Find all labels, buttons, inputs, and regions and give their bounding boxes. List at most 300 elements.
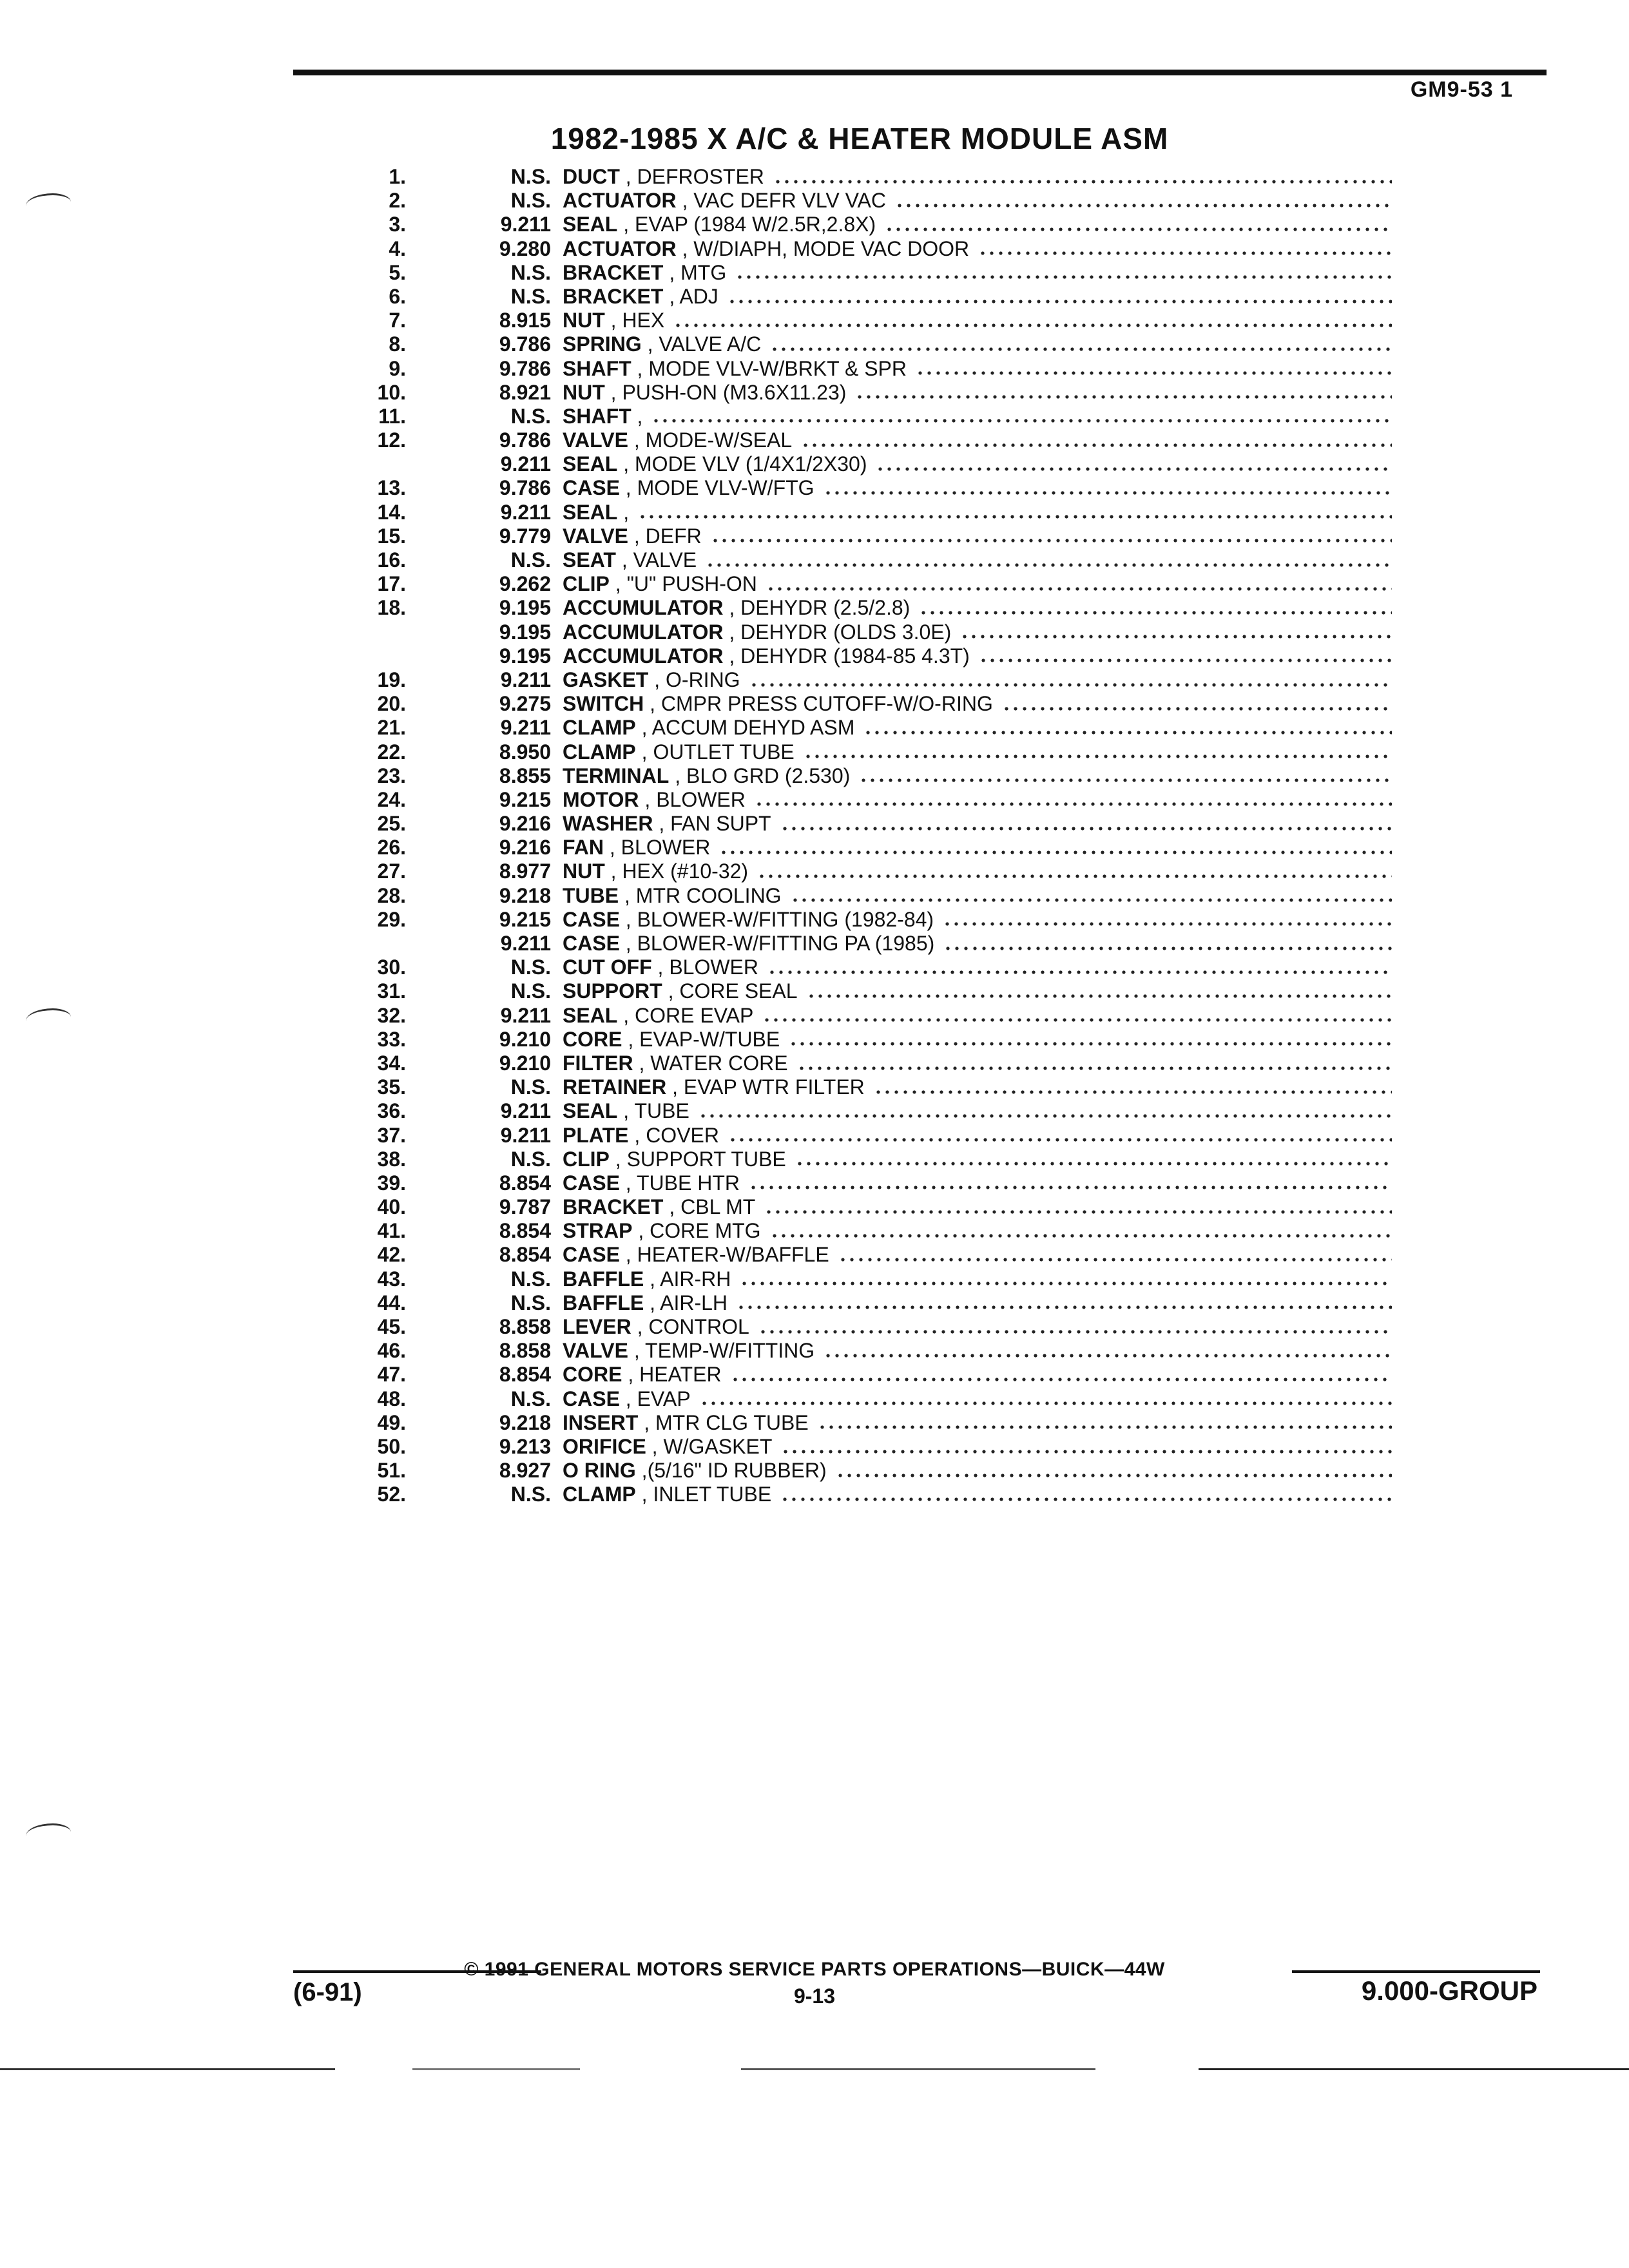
dot-leader <box>978 249 1392 258</box>
part-row <box>348 1315 1392 1339</box>
part-description <box>551 1435 772 1459</box>
group-number: 8.950 <box>499 740 551 764</box>
part-name: SEAL <box>563 500 618 524</box>
ref-number: 24. <box>377 787 406 811</box>
part-detail: , CMPR PRESS CUTOFF-W/O-RING <box>650 692 993 716</box>
dot-leader <box>758 1327 1392 1336</box>
part-description <box>551 381 846 405</box>
part-detail: , HEATER <box>628 1363 722 1387</box>
dot-leader <box>943 944 1392 953</box>
ref-number: 3. <box>389 213 406 236</box>
ref-number: 8. <box>389 332 406 356</box>
part-detail: , CORE MTG <box>638 1219 761 1243</box>
part-name: FAN <box>563 836 604 860</box>
part-name: INSERT <box>563 1410 639 1434</box>
part-description <box>551 237 969 261</box>
part-detail: , VAC DEFR VLV VAC <box>682 189 886 213</box>
part-row <box>348 1028 1392 1052</box>
part-row <box>348 572 1392 596</box>
dot-leader <box>824 488 1392 497</box>
part-row <box>348 1435 1392 1459</box>
part-name: SEAL <box>563 213 618 236</box>
part-description <box>551 979 798 1003</box>
part-row <box>348 596 1392 620</box>
part-description <box>551 668 740 692</box>
group-number: 9.211 <box>500 1003 551 1027</box>
group-number: 9.786 <box>499 428 551 452</box>
part-description <box>551 788 746 812</box>
part-description <box>551 860 748 883</box>
part-name: VALVE <box>563 428 628 452</box>
part-name: O RING <box>563 1459 636 1483</box>
part-detail: , EVAP (1984 W/2.5R,2.8X) <box>623 213 876 236</box>
ref-number: 1. <box>389 165 406 188</box>
group-number: N.S. <box>510 189 551 213</box>
dot-leader <box>735 273 1392 282</box>
dot-leader <box>960 632 1392 641</box>
ref-number: 4. <box>389 236 406 260</box>
part-row <box>348 1267 1392 1291</box>
group-number: 9.215 <box>499 787 551 811</box>
part-row <box>348 1339 1392 1363</box>
part-detail: , MTG <box>669 260 727 284</box>
group-number: 9.210 <box>499 1027 551 1051</box>
part-detail: , EVAP <box>625 1387 691 1410</box>
part-description <box>551 740 795 764</box>
group-number: 9.211 <box>500 500 551 524</box>
part-detail: , O-RING <box>654 668 740 691</box>
part-detail: , W/DIAPH, MODE VAC DOOR <box>682 236 970 260</box>
part-description <box>551 1219 761 1243</box>
part-detail: , BLOWER <box>609 836 711 860</box>
dot-leader <box>797 1064 1392 1073</box>
part-row <box>348 979 1392 1003</box>
ref-number: 37. <box>377 1123 406 1147</box>
part-name: BRACKET <box>563 1195 664 1219</box>
dot-leader <box>781 1447 1392 1456</box>
dot-leader <box>838 1255 1392 1264</box>
part-description <box>551 956 758 979</box>
group-number: 8.854 <box>499 1363 551 1387</box>
part-detail: , AIR-LH <box>650 1291 728 1314</box>
part-detail: , AIR-RH <box>650 1267 731 1291</box>
part-row <box>348 764 1392 788</box>
part-row <box>348 1363 1392 1387</box>
ref-number: 32. <box>377 1003 406 1027</box>
dot-leader <box>728 1135 1392 1144</box>
part-name: SPRING <box>563 332 642 356</box>
part-detail: , OUTLET TUBE <box>641 740 795 764</box>
dot-leader <box>795 1159 1392 1168</box>
page-number: 9-13 <box>793 1984 836 2008</box>
part-detail: , TEMP-W/FITTING <box>633 1339 815 1363</box>
part-name: BRACKET <box>563 260 664 284</box>
group-number: 9.211 <box>500 452 551 476</box>
ref-number: 12. <box>377 428 406 452</box>
part-row <box>348 548 1392 572</box>
binding-mark <box>26 193 71 215</box>
part-name: ACTUATOR <box>563 189 677 213</box>
dot-leader <box>885 225 1392 234</box>
dot-leader <box>755 800 1392 809</box>
part-name: ORIFICE <box>563 1434 646 1458</box>
part-detail: , BLO GRD (2.530) <box>675 764 851 787</box>
part-row <box>348 1411 1392 1435</box>
dot-leader <box>874 1088 1392 1097</box>
dot-leader <box>757 872 1392 881</box>
ref-number: 51. <box>377 1459 406 1483</box>
group-number: N.S. <box>510 1075 551 1099</box>
group-number: 9.275 <box>499 692 551 716</box>
part-detail: , DEFROSTER <box>625 165 764 188</box>
dot-leader <box>818 1423 1392 1432</box>
part-detail: , MTR COOLING <box>624 883 782 907</box>
part-name: BAFFLE <box>563 1291 644 1314</box>
part-description <box>551 932 934 956</box>
part-name: SHAFT <box>563 404 631 428</box>
dot-leader <box>740 1279 1392 1288</box>
ref-number: 19. <box>377 668 406 691</box>
ref-number: 27. <box>377 860 406 883</box>
group-number: N.S. <box>510 1291 551 1314</box>
ref-number: 31. <box>377 979 406 1003</box>
part-name: ACCUMULATOR <box>563 620 724 644</box>
part-row <box>348 1195 1392 1219</box>
dot-leader <box>916 369 1392 378</box>
part-detail: , WATER CORE <box>639 1051 788 1075</box>
part-description <box>551 1004 753 1028</box>
part-name: ACTUATOR <box>563 236 677 260</box>
part-row <box>348 1099 1392 1123</box>
part-description <box>551 1315 749 1339</box>
ref-number: 28. <box>377 883 406 907</box>
part-detail: , EVAP WTR FILTER <box>672 1075 865 1099</box>
ref-number: 18. <box>377 596 406 620</box>
part-detail: , PUSH-ON (M3.6X11.23) <box>610 380 847 404</box>
part-description <box>551 1148 786 1171</box>
part-row <box>348 309 1392 332</box>
part-description <box>551 1339 815 1363</box>
part-description <box>551 261 726 285</box>
part-detail: , EVAP-W/TUBE <box>628 1027 780 1051</box>
bottom-rule <box>0 2068 1629 2070</box>
part-description <box>551 812 771 836</box>
group-number: 9.195 <box>499 596 551 620</box>
part-name: CASE <box>563 1243 620 1267</box>
header-rule <box>293 70 1547 75</box>
part-row <box>348 956 1392 979</box>
part-name: SWITCH <box>563 692 644 716</box>
parts-list <box>348 165 1392 1507</box>
dot-leader <box>780 824 1392 833</box>
part-name: SHAFT <box>563 356 631 380</box>
part-row <box>348 357 1392 381</box>
dot-leader <box>895 201 1392 210</box>
ref-number: 5. <box>389 260 406 284</box>
part-row <box>348 1075 1392 1099</box>
dot-leader <box>711 536 1392 545</box>
dot-leader <box>766 584 1392 593</box>
part-detail: , TUBE <box>623 1099 689 1123</box>
group-number: 9.218 <box>499 883 551 907</box>
group-number: N.S. <box>510 1387 551 1410</box>
dot-leader <box>737 1303 1392 1312</box>
part-detail: , MODE VLV-W/FTG <box>625 476 815 500</box>
part-row <box>348 668 1392 692</box>
part-name: CASE <box>563 932 620 955</box>
group-number: 8.854 <box>499 1219 551 1243</box>
part-description <box>551 1267 731 1291</box>
dot-leader <box>859 776 1392 785</box>
group-number: N.S. <box>510 979 551 1003</box>
part-detail: , VALVE <box>621 548 697 572</box>
part-description <box>551 332 761 356</box>
part-name: SEAL <box>563 452 618 476</box>
part-row <box>348 213 1392 236</box>
dot-leader <box>801 441 1392 450</box>
ref-number: 42. <box>377 1243 406 1267</box>
part-row <box>348 1291 1392 1315</box>
part-name: GASKET <box>563 668 649 691</box>
dot-leader <box>767 968 1392 977</box>
dot-leader <box>700 1399 1392 1408</box>
page-title: 1982-1985 X A/C & HEATER MODULE ASM <box>550 122 1169 155</box>
part-name: CASE <box>563 1171 620 1195</box>
group-number: 8.854 <box>499 1171 551 1195</box>
part-name: CASE <box>563 1387 620 1410</box>
dot-leader <box>764 1207 1392 1216</box>
part-description <box>551 1387 691 1411</box>
dot-leader <box>719 848 1392 857</box>
group-number: 9.786 <box>499 476 551 500</box>
ref-number: 9. <box>389 356 406 380</box>
part-detail: , <box>637 404 643 428</box>
ref-number: 21. <box>377 716 406 740</box>
part-row <box>348 884 1392 908</box>
part-row <box>348 860 1392 883</box>
group-number: 9.779 <box>499 524 551 548</box>
group-number: N.S. <box>510 956 551 979</box>
part-description <box>551 309 664 332</box>
ref-number: 41. <box>377 1219 406 1243</box>
part-name: CUT OFF <box>563 956 652 979</box>
dot-leader <box>979 656 1392 665</box>
ref-number: 10. <box>377 380 406 404</box>
part-description <box>551 1363 722 1387</box>
dot-leader <box>855 392 1392 401</box>
part-detail: , DEHYDR (1984-85 4.3T) <box>729 644 970 668</box>
part-row <box>348 1124 1392 1148</box>
part-row <box>348 501 1392 524</box>
part-detail: , MODE-W/SEAL <box>633 428 793 452</box>
part-detail: , SUPPORT TUBE <box>615 1147 786 1171</box>
group-number: 9.216 <box>499 836 551 860</box>
ref-number: 13. <box>377 476 406 500</box>
group-number: 9.218 <box>499 1410 551 1434</box>
dot-leader <box>780 1495 1392 1504</box>
dot-leader <box>943 919 1392 928</box>
ref-number: 52. <box>377 1483 406 1506</box>
part-description <box>551 1052 788 1075</box>
dot-leader <box>824 1351 1392 1360</box>
part-name: NUT <box>563 860 605 883</box>
part-name: SEAT <box>563 548 616 572</box>
part-detail: , MODE VLV (1/4X1/2X30) <box>623 452 867 476</box>
part-row <box>348 452 1392 476</box>
part-row <box>348 524 1392 548</box>
part-detail: , W/GASKET <box>651 1434 773 1458</box>
ref-number: 17. <box>377 572 406 596</box>
group-number: 9.211 <box>500 932 551 955</box>
group-number: 8.858 <box>499 1339 551 1363</box>
ref-number: 40. <box>377 1195 406 1219</box>
part-row <box>348 165 1392 189</box>
ref-number: 7. <box>389 309 406 332</box>
dot-leader <box>728 297 1392 306</box>
part-detail: , CBL MT <box>669 1195 756 1219</box>
part-name: RETAINER <box>563 1075 667 1099</box>
part-row <box>348 285 1392 309</box>
part-name: PLATE <box>563 1123 629 1147</box>
part-name: ACCUMULATOR <box>563 644 724 668</box>
part-description <box>551 1124 719 1148</box>
part-detail: , VALVE A/C <box>647 332 762 356</box>
part-detail: , HEX <box>610 309 665 332</box>
group-number: 9.211 <box>500 1123 551 1147</box>
part-row <box>348 740 1392 764</box>
group-number: 9.787 <box>499 1195 551 1219</box>
group-number: 9.216 <box>499 812 551 836</box>
part-name: STRAP <box>563 1219 633 1243</box>
ref-number: 26. <box>377 836 406 860</box>
dot-leader <box>706 561 1392 570</box>
part-name: BAFFLE <box>563 1267 644 1291</box>
part-description <box>551 884 782 908</box>
group-number: N.S. <box>510 548 551 572</box>
group-number: 9.210 <box>499 1051 551 1075</box>
part-name: TERMINAL <box>563 764 670 787</box>
part-description <box>551 476 815 500</box>
part-name: NUT <box>563 309 605 332</box>
group-number: N.S. <box>510 260 551 284</box>
group-number: 8.854 <box>499 1243 551 1267</box>
part-detail: , MODE VLV-W/BRKT & SPR <box>637 356 907 380</box>
part-row <box>348 405 1392 428</box>
part-name: VALVE <box>563 1339 628 1363</box>
dot-leader <box>651 416 1392 425</box>
part-detail: , DEFR <box>633 524 702 548</box>
part-row <box>348 1483 1392 1506</box>
part-row <box>348 1004 1392 1028</box>
part-name: CLAMP <box>563 1483 636 1506</box>
part-description <box>551 572 757 596</box>
group-number: N.S. <box>510 284 551 308</box>
part-row <box>348 332 1392 356</box>
part-detail: ,(5/16" ID RUBBER) <box>641 1459 827 1483</box>
part-row <box>348 932 1392 956</box>
part-description <box>551 1291 728 1315</box>
ref-number: 46. <box>377 1339 406 1363</box>
part-description <box>551 405 642 428</box>
group-number: N.S. <box>510 404 551 428</box>
group-number: 9.195 <box>499 620 551 644</box>
ref-number: 25. <box>377 812 406 836</box>
part-row <box>348 428 1392 452</box>
part-row <box>348 692 1392 716</box>
part-description <box>551 1099 689 1123</box>
group-number: 9.211 <box>500 668 551 691</box>
part-detail: , DEHYDR (OLDS 3.0E) <box>729 620 952 644</box>
ref-number: 45. <box>377 1315 406 1338</box>
part-name: CLAMP <box>563 716 636 740</box>
part-name: WASHER <box>563 812 653 836</box>
ref-number: 23. <box>377 764 406 787</box>
part-name: SEAL <box>563 1003 618 1027</box>
dot-leader <box>1002 704 1392 713</box>
part-row <box>348 261 1392 285</box>
part-description <box>551 524 702 548</box>
part-row <box>348 381 1392 405</box>
dot-leader <box>807 992 1392 1001</box>
ref-number: 14. <box>377 500 406 524</box>
dot-leader <box>773 177 1392 186</box>
part-row <box>348 836 1392 860</box>
part-description <box>551 357 907 381</box>
dot-leader <box>770 345 1392 354</box>
part-description <box>551 501 629 524</box>
dot-leader <box>699 1111 1392 1120</box>
group-number: N.S. <box>510 1147 551 1171</box>
part-detail: , BLOWER-W/FITTING PA (1985) <box>625 932 935 955</box>
ref-number: 22. <box>377 740 406 764</box>
group-number: 9.215 <box>499 907 551 931</box>
dot-leader <box>749 1183 1392 1192</box>
binding-mark <box>26 1823 71 1845</box>
part-detail: , TUBE HTR <box>625 1171 740 1195</box>
group-number: 8.977 <box>499 860 551 883</box>
group-number: 9.211 <box>500 213 551 236</box>
ref-number: 39. <box>377 1171 406 1195</box>
group-number: 9.211 <box>500 1099 551 1123</box>
part-description <box>551 548 697 572</box>
part-row <box>348 908 1392 932</box>
part-description <box>551 213 876 236</box>
part-description <box>551 1243 829 1267</box>
part-row <box>348 1171 1392 1195</box>
dot-leader <box>638 512 1392 521</box>
part-description <box>551 452 867 476</box>
ref-number: 20. <box>377 692 406 716</box>
part-detail: , MTR CLG TUBE <box>644 1410 809 1434</box>
ref-number: 47. <box>377 1363 406 1387</box>
part-name: CASE <box>563 476 620 500</box>
ref-number: 29. <box>377 907 406 931</box>
part-detail: , HEATER-W/BAFFLE <box>625 1243 829 1267</box>
dot-leader <box>789 1039 1392 1048</box>
part-detail: , BLOWER <box>644 787 746 811</box>
part-row <box>348 620 1392 644</box>
part-name: ACCUMULATOR <box>563 596 724 620</box>
part-row <box>348 189 1392 213</box>
part-row <box>348 1052 1392 1075</box>
part-description <box>551 764 850 788</box>
dot-leader <box>876 465 1392 474</box>
ref-number: 50. <box>377 1434 406 1458</box>
part-row <box>348 644 1392 668</box>
part-detail: , BLOWER-W/FITTING (1982-84) <box>625 907 934 931</box>
part-row <box>348 1459 1392 1483</box>
group-number: 9.786 <box>499 332 551 356</box>
